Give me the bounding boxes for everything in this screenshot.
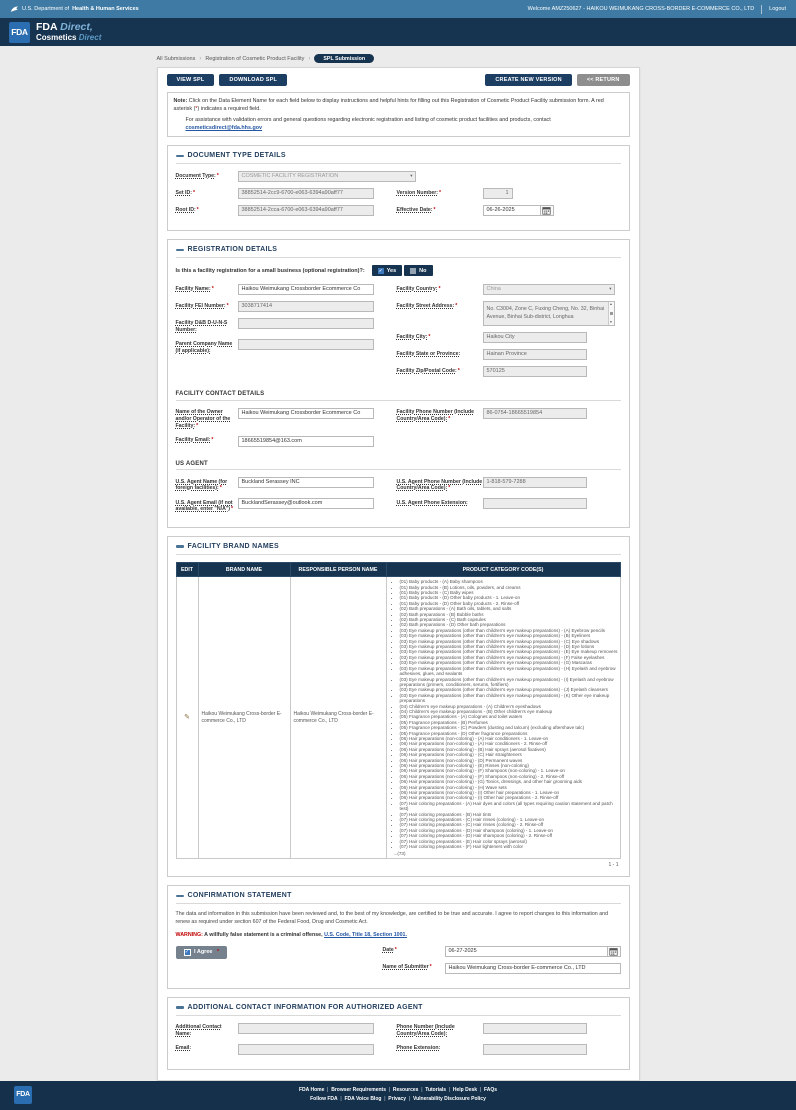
- product-category-item: • (06) Hair preparations (non-coloring) - (D) Permanent waves: [400, 758, 618, 763]
- yes-toggle[interactable]: ✓ Yes: [372, 265, 402, 276]
- collapse-icon[interactable]: [176, 249, 184, 252]
- section-header: [176, 244, 621, 258]
- submitter-field[interactable]: Haikou Weimukang Cross-border E-commerce Co., LTD: [445, 963, 621, 974]
- product-category-item: • (06) Hair preparations (non-coloring) - (G) Tonics, dressings, and other hair grooming aids: [400, 779, 618, 784]
- facility-duns-field[interactable]: [238, 318, 374, 329]
- facility-country-label[interactable]: Facility Country:*: [396, 285, 441, 292]
- breadcrumb: [157, 54, 640, 63]
- footer-link[interactable]: FAQs: [483, 1086, 497, 1093]
- section-title: FACILITY BRAND NAMES: [187, 543, 279, 551]
- product-category-cell: [386, 577, 620, 859]
- chevron-right-icon: ›: [308, 55, 311, 62]
- section-header: [176, 890, 621, 904]
- us-agent-name-label[interactable]: U.S. Agent Name (for foreign facilities):*: [175, 478, 228, 492]
- product-category-item: • (07) Hair coloring preparations - (B) Hair tints: [400, 812, 618, 817]
- table-row: [176, 577, 620, 859]
- section-title: REGISTRATION DETAILS: [187, 246, 278, 254]
- footer-link[interactable]: FDA Home |: [299, 1086, 331, 1096]
- return-button[interactable]: << RETURN: [577, 74, 630, 86]
- additional-phone-ext-label[interactable]: Phone Extension:: [396, 1045, 441, 1052]
- set-id-field[interactable]: 38852514-2cc9-6700-e063-6394a90aff77: [238, 188, 374, 199]
- additional-phone-field[interactable]: [483, 1023, 587, 1034]
- product-category-item: • (07) Hair coloring preparations - (C) Hair rinses (coloring) - 1. Leave-on: [400, 817, 618, 822]
- document-type-select[interactable]: COSMETIC FACILITY REGISTRATION: [238, 171, 416, 182]
- effective-date-label[interactable]: Effective Date:*: [396, 206, 436, 213]
- hhs-eagle-icon: [10, 5, 19, 14]
- owner-name-field[interactable]: Haikou Weimukang Crossborder Ecommerce Co: [238, 408, 374, 419]
- collapse-icon[interactable]: [176, 155, 184, 158]
- collapse-icon[interactable]: [176, 1006, 184, 1009]
- product-category-item: • (01) Baby products - (C) Baby wipes: [400, 590, 618, 595]
- confirmation-text: The data and information in this submission have been reviewed and, to the best of my knowledge, are certified to be true and accurate. I agree to report changes to this information and renew as required under section 607 of the Federal Food, Drug and Cosmetic Act.: [175, 911, 609, 926]
- product-category-item: • (01) Baby products - (A) Baby shampoos: [400, 579, 618, 584]
- scroll-thumb[interactable]: [610, 312, 613, 315]
- product-category-item: • (01) Baby products - (B) Lotions, oils, powders, and creams: [400, 585, 618, 590]
- product-category-item: • (03) Eye makeup preparations (other than children's eye makeup preparations) - (K) Other eye makeup preparations: [400, 693, 618, 704]
- divider: [761, 5, 762, 14]
- product-category-item: • (02) Bath preparations - (A) Bath oils, tablets, and salts: [400, 606, 618, 611]
- footer-link[interactable]: Resources |: [393, 1086, 425, 1096]
- footer-links: [299, 1086, 497, 1105]
- product-category-item: • (06) Hair preparations (non-coloring) - (F) Shampoos (non-coloring) - 2. Rinse-off: [400, 774, 618, 779]
- app-subtitle: Cosmetics Direct: [36, 33, 102, 42]
- section-title: DOCUMENT TYPE DETAILS: [187, 152, 286, 160]
- checkbox-checked-icon[interactable]: ✓: [184, 948, 190, 955]
- product-category-item: • (03) Eye makeup preparations (other than children's eye makeup preparations) - (C) Eye shadows: [400, 639, 618, 644]
- footer-link[interactable]: Vulnerability Disclosure Policy: [412, 1096, 486, 1103]
- view-spl-button[interactable]: VIEW SPL: [167, 74, 215, 86]
- set-id-label[interactable]: Set ID:*: [175, 189, 195, 196]
- toolbar: [167, 74, 630, 86]
- parent-company-field[interactable]: [238, 339, 374, 350]
- main-area: [0, 46, 796, 1081]
- product-category-item: • (03) Eye makeup preparations (other than children's eye makeup preparations) - (E) Eye makeup removers: [400, 649, 618, 654]
- facility-street-address-field[interactable]: No. C3004, Zone C, Fuxing Cheng, No. 32, Binhai Avenue, Binhai Sub-district, Longhua ▲ ▼: [483, 301, 615, 326]
- breadcrumb-current-spl-submission: SPL Submission: [314, 54, 374, 63]
- product-category-item: • (07) Hair coloring preparations - (F) Hair lighteners with color: [400, 844, 618, 849]
- edit-pencil-icon[interactable]: ✎: [184, 714, 190, 722]
- additional-email-label[interactable]: Email:: [175, 1045, 192, 1052]
- note-text: Note: Click on the Data Element Name for each field below to display instructions and helpful hints for filling out this Registration of Cosmetic Product Facility submission form. A red asterisk (*) indicates a required field.: [173, 98, 604, 113]
- footer-link[interactable]: Follow FDA |: [310, 1095, 344, 1105]
- welcome-text: Welcome AMZ250627 - HAIKOU WEIMUKANG CROSS-BORDER E-COMMERCE CO., LTD: [527, 6, 755, 12]
- section-title: CONFIRMATION STATEMENT: [187, 892, 292, 900]
- additional-email-field[interactable]: [238, 1044, 374, 1055]
- root-id-field[interactable]: 38852514-2cca-6700-e063-6394a90aff77: [238, 205, 374, 216]
- us-agent-phone-ext-field[interactable]: [483, 498, 587, 509]
- facility-phone-label[interactable]: Facility Phone Number (Include Country/Area Code):*: [396, 409, 475, 423]
- brand-name-cell: Haikou Weimukang Cross-border E-commerce Co., LTD: [198, 577, 290, 859]
- us-agent-phone-label[interactable]: U.S. Agent Phone Number (Include Country/Area Code):*: [396, 478, 483, 492]
- product-category-item: • (07) Hair coloring preparations - (A) Hair dyes and colors (all types requiring caution statement and patch test): [400, 801, 618, 812]
- product-category-item: • (03) Eye makeup preparations (other than children's eye makeup preparations) - (D) Eye lotions: [400, 644, 618, 649]
- facility-fei-label[interactable]: Facility FEI Number:*: [175, 302, 229, 309]
- calendar-icon: [609, 947, 618, 956]
- product-category-item: • (06) Hair preparations (non-coloring) - (E) Rinses (non-coloring): [400, 763, 618, 768]
- column-header-edit: EDIT: [176, 563, 198, 577]
- facility-city-field[interactable]: Haikou City: [483, 332, 587, 343]
- fda-footer-logo: FDA: [14, 1086, 32, 1104]
- create-new-version-button[interactable]: CREATE NEW VERSION: [485, 74, 571, 86]
- column-header-brand-name: BRAND NAME: [198, 563, 290, 577]
- product-category-item: • (03) Eye makeup preparations (other than children's eye makeup preparations) - (A) Eyebrow pencils: [400, 628, 618, 633]
- product-category-item: • (04) Children's eye makeup preparations - (B) Other children's eye makeup: [400, 709, 618, 714]
- us-agent-phone-ext-label[interactable]: U.S. Agent Phone Extension:: [396, 499, 468, 506]
- version-number-label[interactable]: Version Number:*: [396, 189, 442, 196]
- product-category-item: • (07) Hair coloring preparations - (C) Hair rinses (coloring) - 2. Rinse-off: [400, 822, 618, 827]
- product-category-item: • (06) Hair preparations (non-coloring) - (I) Other hair preparations - 2. Rinse-off: [400, 795, 618, 800]
- chevron-down-icon: ▾: [609, 286, 612, 292]
- facility-city-label[interactable]: Facility City:*: [396, 333, 431, 340]
- product-category-item: • (06) Hair preparations (non-coloring) - (H) Wave sets: [400, 785, 618, 790]
- chevron-right-icon: ›: [199, 55, 202, 62]
- footer-links-row1: [299, 1086, 497, 1096]
- scroll-down-icon[interactable]: ▼: [609, 320, 613, 325]
- app-titles: [36, 22, 101, 42]
- form-card: [157, 67, 640, 1081]
- facility-duns-label[interactable]: Facility D&B D-U-N-S Number:: [175, 319, 228, 333]
- calendar-button[interactable]: [608, 946, 621, 957]
- i-agree-button[interactable]: ✓ I Agree *: [176, 946, 227, 959]
- facility-fei-field[interactable]: 3038717414: [238, 301, 374, 312]
- column-header-product-category: PRODUCT CATEGORY CODE(S): [386, 563, 620, 577]
- calendar-icon: [542, 206, 551, 215]
- product-category-item: • (06) Hair preparations (non-coloring) - (F) Shampoos (non-coloring) - 1. Leave-on: [400, 768, 618, 773]
- product-category-item: • (01) Baby products - (D) Other baby products - 2. Rinse-off: [400, 601, 618, 606]
- note-box: [167, 92, 630, 137]
- section-title: ADDITIONAL CONTACT INFORMATION FOR AUTHORIZED AGENT: [187, 1003, 423, 1011]
- section-confirmation-statement: [167, 885, 630, 988]
- facility-contact-details-heading: FACILITY CONTACT DETAILS: [176, 391, 621, 401]
- us-agent-phone-field[interactable]: 1-818-579-7288: [483, 477, 587, 488]
- section-document-type-details: [167, 145, 630, 231]
- facility-zip-field[interactable]: 570125: [483, 366, 587, 377]
- product-category-item: • (05) Fragrance preparations - (B) Perfumes: [400, 720, 618, 725]
- product-category-list: [391, 579, 618, 849]
- product-category-item: • (06) Hair preparations (non-coloring) - (A) Hair conditioners - 2. Rinse-off: [400, 741, 618, 746]
- footer-link[interactable]: Tutorials |: [425, 1086, 453, 1096]
- product-category-item: • (03) Eye makeup preparations (other than children's eye makeup preparations) - (H) Eyelash and eyebrow adhesives, glues, and sealants: [400, 666, 618, 677]
- calendar-button[interactable]: [541, 205, 554, 216]
- product-category-item: • (06) Hair preparations (non-coloring) - (I) Other hair preparations - 1. Leave-on: [400, 790, 618, 795]
- additional-phone-ext-field[interactable]: [483, 1044, 587, 1055]
- small-business-label: Is this a facility registration for a small business (optional registration)?:: [175, 267, 365, 274]
- product-category-item: • (03) Eye makeup preparations (other than children's eye makeup preparations) - (B) Eyeliners: [400, 633, 618, 638]
- facility-zip-label[interactable]: Facility Zip/Postal Code:*: [396, 367, 460, 374]
- section-header: [176, 541, 621, 555]
- breadcrumb-registration[interactable]: Registration of Cosmetic Product Facility: [205, 55, 305, 62]
- additional-contact-name-label[interactable]: Additional Contact Name:: [175, 1024, 222, 1038]
- logout-link[interactable]: Logout: [769, 6, 786, 12]
- checkbox-unchecked-icon: [410, 268, 416, 274]
- section-facility-brand-names: [167, 536, 630, 877]
- utility-bar: [0, 0, 796, 18]
- dept-name: Health & Human Services: [72, 6, 139, 12]
- parent-company-label[interactable]: Parent Company Name (if applicable):: [175, 340, 233, 354]
- product-category-item: • (03) Eye makeup preparations (other than children's eye makeup preparations) - (J) Eyelash cleansers: [400, 687, 618, 692]
- product-category-item: • (06) Hair preparations (non-coloring) - (C) Hair straighteners: [400, 752, 618, 757]
- facility-name-label[interactable]: Facility Name:*: [175, 285, 214, 292]
- product-category-item: • (07) Hair coloring preparations - (D) Hair shampoos (coloring) - 2. Rinse-off: [400, 833, 618, 838]
- product-category-item: • (06) Hair preparations (non-coloring) - (B) Hair sprays (aerosol fixatives): [400, 747, 618, 752]
- document-type-label[interactable]: Document Type:*: [175, 172, 219, 179]
- product-category-more: ...(73): [393, 850, 406, 856]
- product-category-item: • (05) Fragrance preparations - (C) Powders (dusting and talcum) (excluding aftershave talc): [400, 725, 618, 730]
- us-code-link[interactable]: U.S. Code, Title 18, Section 1001.: [324, 931, 407, 938]
- product-category-item: • (04) Children's eye makeup preparations - (A) Children's eyeshadows: [400, 704, 618, 709]
- facility-email-field[interactable]: 18665519854@163.com: [238, 436, 374, 447]
- product-category-item: • (05) Fragrance preparations - (A) Colognes and toilet waters: [400, 714, 618, 719]
- facility-name-field[interactable]: Haikou Weimukang Crossborder Ecommerce Co: [238, 284, 374, 295]
- footer: [0, 1081, 796, 1110]
- hhs-dept: [10, 5, 139, 14]
- app-title: FDA Direct,: [36, 21, 93, 33]
- no-toggle[interactable]: No: [404, 265, 432, 276]
- facility-email-label[interactable]: Facility Email:*: [175, 437, 214, 444]
- version-number-field[interactable]: 1: [483, 188, 513, 199]
- product-category-item: • (07) Hair coloring preparations - (E) Hair color sprays (aerosol): [400, 839, 618, 844]
- footer-link[interactable]: Browser Requirements |: [331, 1086, 393, 1096]
- collapse-icon[interactable]: [176, 895, 184, 898]
- additional-phone-label[interactable]: Phone Number (Include Country/Area Code):: [396, 1024, 455, 1038]
- section-header: [176, 1002, 621, 1016]
- us-agent-email-field[interactable]: BucklandSerassey@outlook.com: [238, 498, 374, 509]
- submitter-label[interactable]: Name of Submitter*: [382, 964, 432, 971]
- facility-state-field[interactable]: Hainan Province: [483, 349, 587, 360]
- contact-email-link[interactable]: cosmeticsdirect@fda.hhs.gov: [185, 125, 263, 132]
- product-category-item: • (01) Baby products - (D) Other baby products - 1. Leave-on: [400, 595, 618, 600]
- brand-names-table: [176, 562, 621, 859]
- additional-contact-name-field[interactable]: [238, 1023, 374, 1034]
- warning-text: WARNING: A willfully false statement is a criminal offense, U.S. Code, Title 18, Section 1001.: [175, 931, 407, 938]
- us-agent-heading: US AGENT: [176, 461, 621, 471]
- product-category-item: • (02) Bath preparations - (D) Other bath preparations: [400, 622, 618, 627]
- product-category-item: • (02) Bath preparations - (B) Bubble baths: [400, 612, 618, 617]
- section-registration-details: [167, 239, 630, 528]
- facility-country-select[interactable]: China: [483, 284, 615, 295]
- product-category-item: • (06) Hair preparations (non-coloring) - (A) Hair conditioners - 1. Leave-on: [400, 736, 618, 741]
- responsible-person-cell: Haikou Weimukang Cross-border E-commerce Co., LTD: [290, 577, 386, 859]
- product-category-item: • (02) Bath preparations - (C) Bath capsules: [400, 617, 618, 622]
- section-additional-contact: [167, 997, 630, 1070]
- product-category-item: • (03) Eye makeup preparations (other than children's eye makeup preparations) - (F) False eyelashes: [400, 655, 618, 660]
- assistance-text: For assistance with validation errors and general questions regarding electronic registration and listing of cosmetic product facilities and products, contact cosmeticsdirect@fda.hhs.gov: [185, 117, 551, 132]
- owner-name-label[interactable]: Name of the Owner and/or Operator of the Facility:*: [175, 409, 231, 429]
- breadcrumb-all-submissions[interactable]: All Submissions: [156, 55, 196, 62]
- footer-link[interactable]: Help Desk |: [453, 1086, 484, 1096]
- chevron-down-icon: ▾: [410, 173, 413, 179]
- facility-state-label[interactable]: Facility State or Province:: [396, 350, 461, 357]
- product-category-item: • (03) Eye makeup preparations (other than children's eye makeup preparations) - (I) Eyelash and eyebrow preparations (primers, conditioners, serums, fortifiers): [400, 677, 618, 688]
- footer-links-row2: [299, 1095, 497, 1105]
- collapse-icon[interactable]: [176, 545, 184, 548]
- date-field[interactable]: 06-27-2025: [445, 946, 608, 957]
- scroll-up-icon[interactable]: ▲: [609, 302, 613, 307]
- dept-prefix: U.S. Department of: [22, 6, 70, 12]
- date-label[interactable]: Date*: [382, 947, 397, 954]
- fda-logo: FDA: [9, 22, 30, 43]
- footer-link[interactable]: FDA Voice Blog |: [344, 1095, 388, 1105]
- product-category-item: • (05) Fragrance preparations - (D) Other fragrance preparations: [400, 731, 618, 736]
- scrollbar[interactable]: [608, 302, 614, 325]
- facility-phone-field[interactable]: 86-0754-18665519854: [483, 408, 587, 419]
- facility-street-address-label[interactable]: Facility Street Address:*: [396, 302, 458, 309]
- column-header-responsible-person: RESPONSIBLE PERSON NAME: [290, 563, 386, 577]
- effective-date-field[interactable]: 06-26-2025: [483, 205, 541, 216]
- app-header: [0, 18, 796, 46]
- pagination: 1 - 1: [608, 862, 619, 869]
- root-id-label[interactable]: Root ID:*: [175, 206, 199, 213]
- checkbox-checked-icon: ✓: [378, 267, 383, 273]
- footer-link[interactable]: Privacy |: [388, 1095, 413, 1105]
- us-agent-name-field[interactable]: Buckland Serassey INC: [238, 477, 374, 488]
- download-spl-button[interactable]: DOWNLOAD SPL: [219, 74, 287, 86]
- product-category-item: • (07) Hair coloring preparations - (D) Hair shampoos (coloring) - 1. Leave-on: [400, 828, 618, 833]
- us-agent-email-label[interactable]: U.S. Agent Email (if not available, enter "N/A")*: [175, 499, 234, 513]
- product-category-item: • (03) Eye makeup preparations (other than children's eye makeup preparations) - (G) Mascaras: [400, 660, 618, 665]
- section-header: [176, 150, 621, 164]
- small-business-question: [176, 265, 621, 276]
